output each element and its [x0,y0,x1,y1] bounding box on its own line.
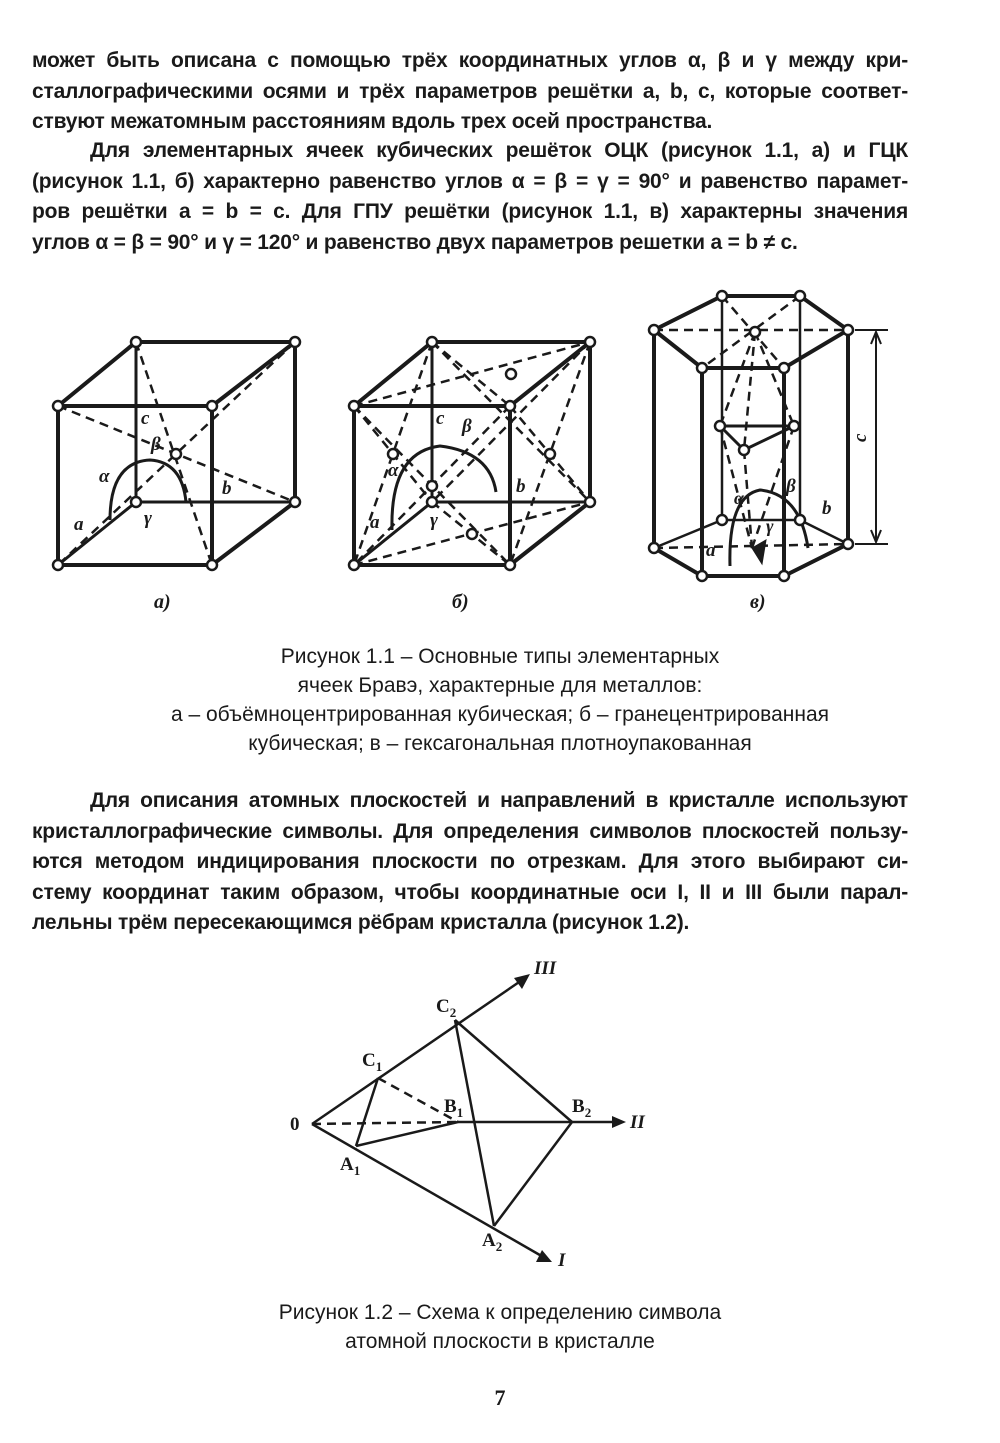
figure-1-1 [0,280,1000,620]
paragraph-2 [32,136,908,258]
param-label-a: a [74,514,84,535]
param-label-c: c [141,408,150,429]
param-label-a-fcc: a [370,512,380,533]
text-line: (рисунок 1.1, б) характерно равенство углов α = β = γ = 90° и равенство парамет- [32,169,908,193]
param-label-c-hcp: c [850,433,871,442]
fcc-cell-diagram [349,337,595,570]
point-label-A1: $A_1$ [340,1154,361,1178]
param-label-alpha-hcp: α [734,488,744,508]
point-label-B2: $B_2$ [572,1096,592,1120]
origin-label: 0 [290,1114,300,1135]
paragraph-1 [32,46,908,138]
caption-line: ячеек Бравэ, характерные для металлов: [297,674,703,697]
caption-line: а – объёмноцентрированная кубическая; б – гранецентрированная [170,703,830,726]
text-line: Для элементарных ячеек кубических решёток ОЦК (рисунок 1.1, а) и ГЦК [90,139,908,162]
point-label-C1: $C_1$ [362,1050,383,1074]
paragraph-3 [32,786,908,939]
caption-line: атомной плоскости в кристалле [345,1330,655,1353]
param-label-b-hcp: b [822,498,832,519]
text-line: может быть описана с помощью трёх координатных углов α, β и γ между кри- [32,49,908,72]
text-line: Для описания атомных плоскостей и направлений в кристалле используют [90,789,908,812]
text-line: лельны трём пересекающимся рёбрам кристалла (рисунок 1.2). [32,911,690,934]
param-label-beta-hcp: β [786,476,796,497]
figure-1-1-caption [0,642,1000,758]
text-line: стему координат таким образом, чтобы координатные оси I, II и III были парал- [32,880,908,904]
figure-label-b: б) [452,591,469,613]
text-line: ствуют межатомным расстояниям вдоль трех осей пространства. [32,110,713,133]
param-label-beta-fcc: β [462,416,472,437]
point-label-C2: $C_2$ [436,996,457,1020]
text-line: сталлографическими осями и трёх параметров решётки a, b, c, которые соответ- [32,79,908,103]
bcc-cell-diagram [53,337,300,570]
page-number: 7 [494,1385,506,1410]
point-label-A2: $A_2$ [482,1230,503,1254]
figure-1-2 [0,950,1000,1280]
figure-1-2-caption [0,1298,1000,1356]
text-line: углов α = β = 90° и γ = 120° и равенство двух параметров решетки a = b ≠ c. [32,230,798,254]
param-label-alpha: α [99,466,110,487]
param-label-gamma-fcc: γ [430,510,438,531]
param-label-a-hcp: a [706,540,716,561]
param-label-gamma-hcp: γ [766,516,774,536]
param-label-b: b [222,478,232,499]
param-label-b-fcc: b [516,476,526,497]
figure-label-a: а) [154,591,171,613]
text-line: кристаллографические символы. Для определения символов плоскостей пользу- [32,819,908,843]
param-label-alpha-fcc: α [388,460,399,481]
param-label-beta: β [151,434,161,455]
point-label-B1: $B_1$ [444,1096,464,1120]
axis-label-III: III [534,958,557,979]
axis-label-I: I [558,1250,566,1271]
caption-line: Рисунок 1.2 – Схема к определению символа [278,1301,722,1324]
param-label-gamma: γ [144,508,152,529]
param-label-c-fcc: c [436,408,445,429]
axis-label-II: II [630,1112,645,1133]
text-line: ров решётки a = b = c. Для ГПУ решётки (рисунок 1.1, в) характерны значения [32,200,908,223]
text-line: ются методом индицирования плоскости по отрезкам. Для этого выбирают си- [32,850,908,873]
caption-line: Рисунок 1.1 – Основные типы элементарных [280,645,720,668]
caption-line: кубическая; в – гексагональная плотноупакованная [248,732,752,755]
figure-label-c: в) [750,591,766,613]
